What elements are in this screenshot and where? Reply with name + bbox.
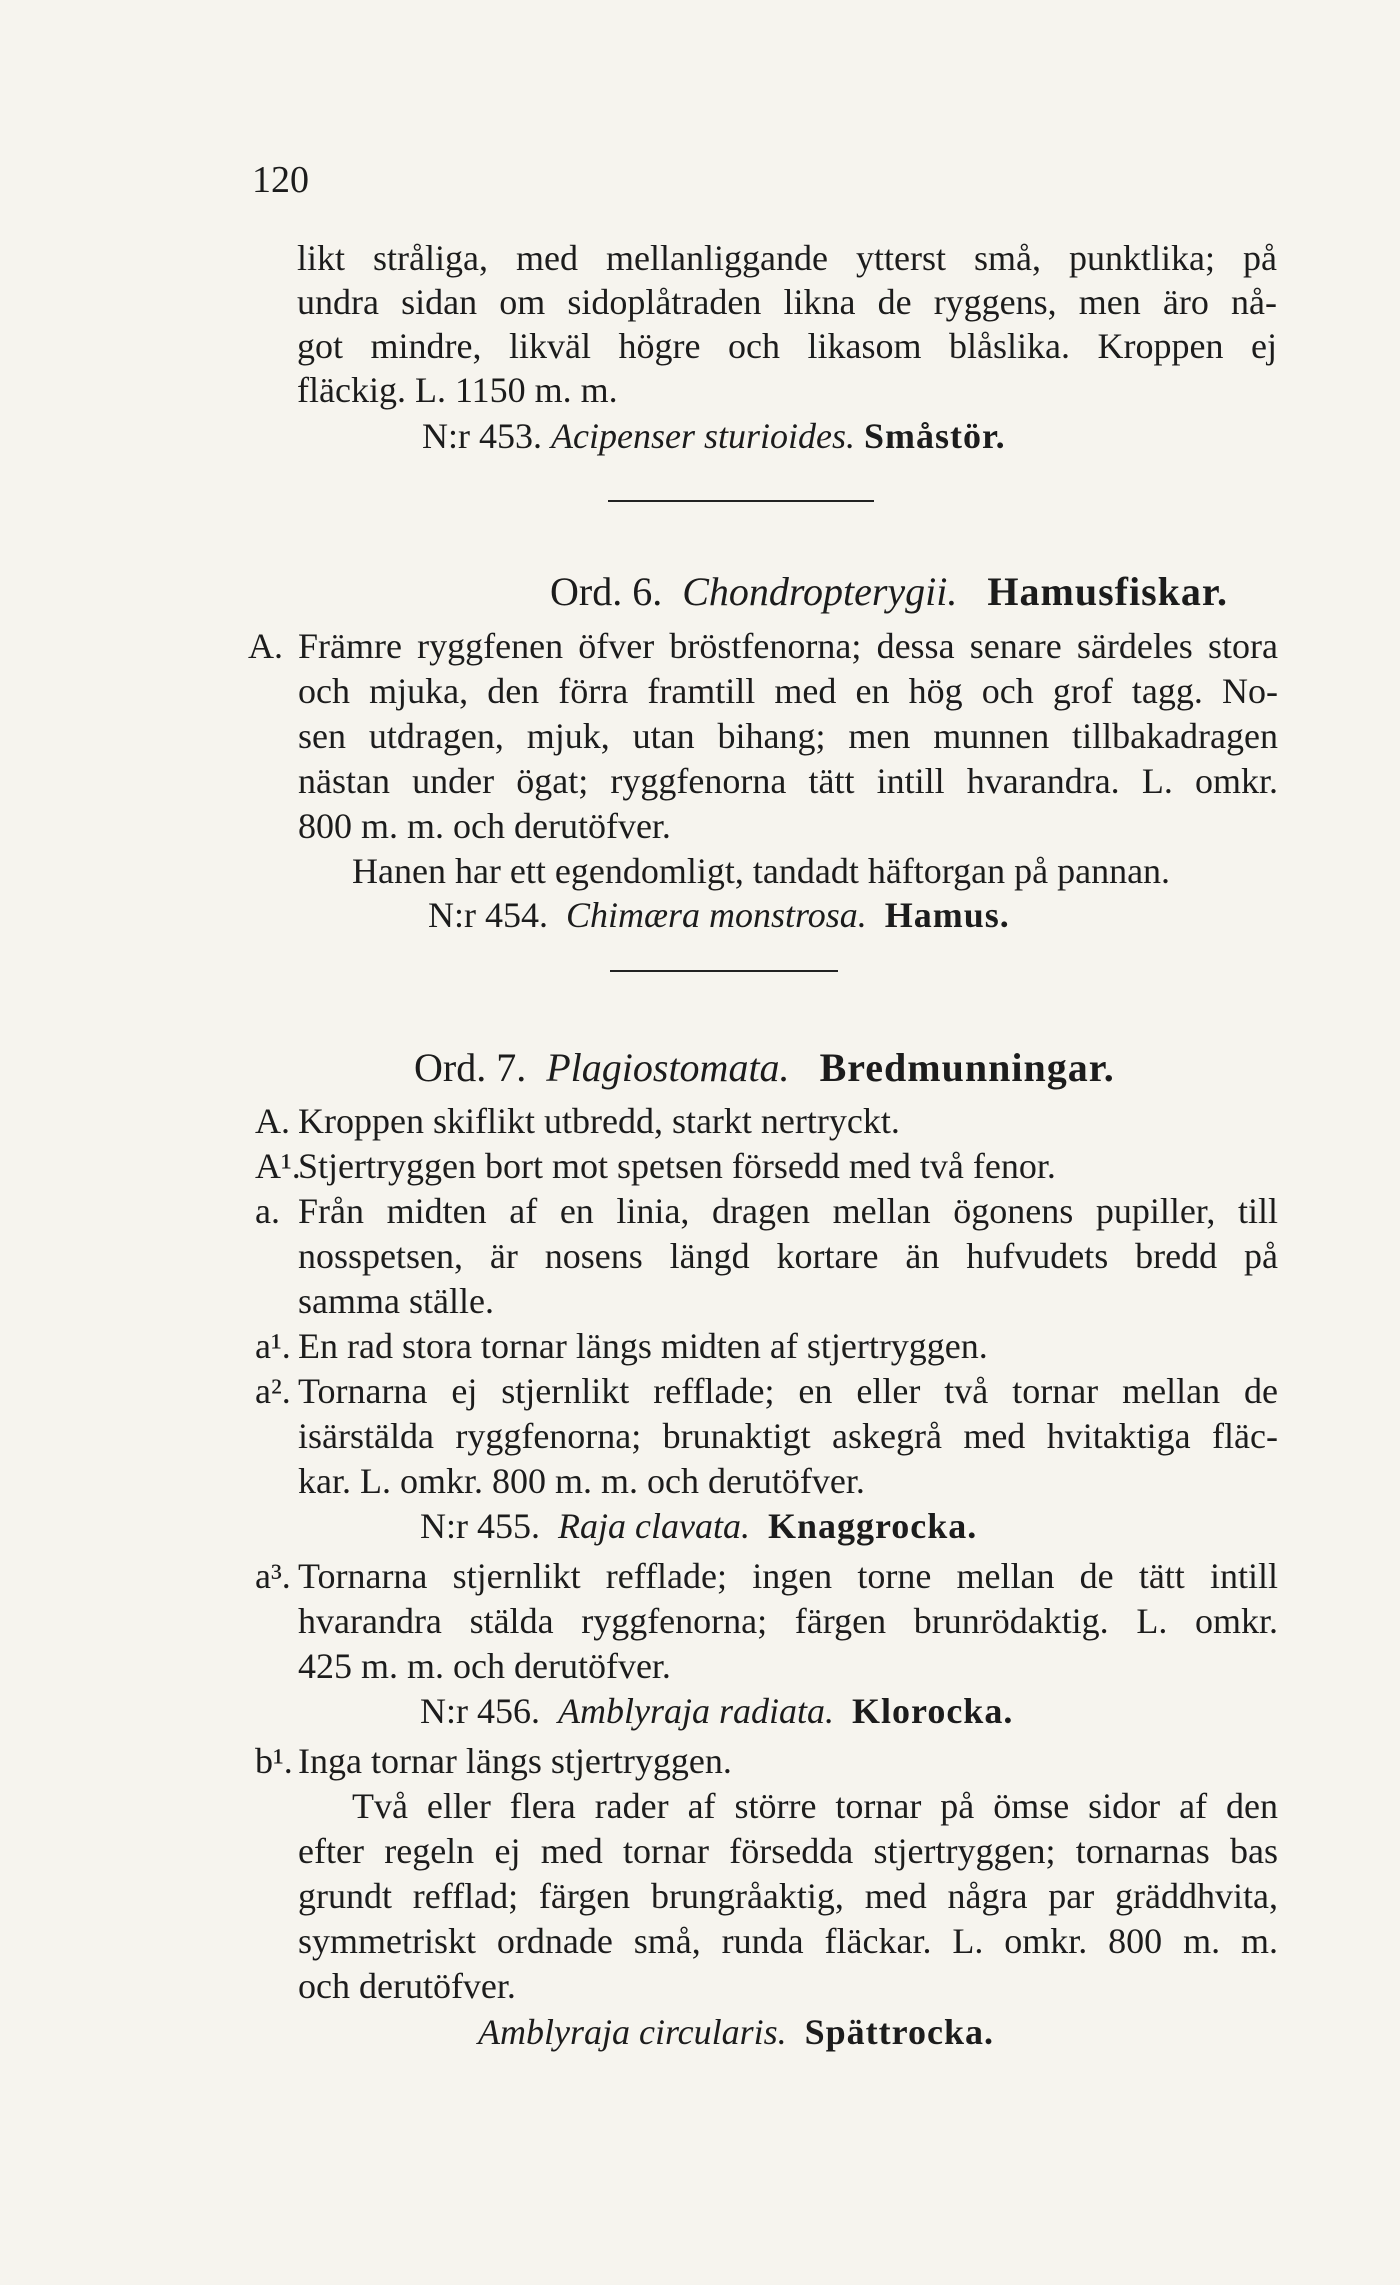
item-line: Tornarna ej stjernlikt refflade; en eller två tornar mellan de <box>298 1371 1278 1411</box>
item-label: A. <box>255 1101 290 1141</box>
b-para-line: och derutöfver. <box>298 1966 516 2006</box>
item-label: a¹. <box>255 1326 291 1366</box>
item-line: Kroppen skiflikt utbredd, starkt nertryckt. <box>298 1101 900 1141</box>
order6-line: sen utdragen, mjuk, utan bihang; men munnen tillbakadragen <box>298 716 1278 756</box>
order7-heading <box>414 1045 1115 1090</box>
item-label: a². <box>255 1371 291 1411</box>
species-number: N:r 455. <box>420 1506 540 1546</box>
order6-heading <box>550 569 1228 614</box>
species-latin: Chimæra monstrosa. <box>566 895 867 935</box>
item-line: En rad stora tornar längs midten af stjertryggen. <box>298 1326 988 1366</box>
item-label: a³. <box>255 1556 291 1596</box>
item-line: nosspetsen, är nosens längd kortare än hufvudets bredd på <box>298 1236 1278 1276</box>
item-line: Inga tornar längs stjertryggen. <box>298 1741 732 1781</box>
order7-ord: Ord. 7. <box>414 1045 527 1090</box>
b-para-line: Två eller flera rader af större tornar på ömse sidor af den <box>352 1786 1278 1826</box>
species-swedish: Hamus. <box>884 895 1010 935</box>
intro-line: undra sidan om sidoplåtraden likna de ryggens, men äro nå- <box>297 282 1277 322</box>
section-divider <box>608 500 874 502</box>
species-swedish: Spättrocka. <box>804 2012 994 2052</box>
order6-note: Hanen har ett egendomligt, tandadt häftorgan på pannan. <box>352 851 1171 891</box>
order6-line: nästan under ögat; ryggfenorna tätt intill hvarandra. L. omkr. <box>298 761 1278 801</box>
species-number: N:r 453. <box>422 416 542 456</box>
item-line: 425 m. m. och derutöfver. <box>298 1646 671 1686</box>
intro-line: likt stråliga, med mellanliggande ytterst små, punktlika; på <box>297 238 1277 278</box>
order6-latin: Chondropterygii. <box>682 569 958 614</box>
page-number: 120 <box>252 159 309 201</box>
species-swedish: Klorocka. <box>852 1691 1014 1731</box>
species-453 <box>422 418 1006 454</box>
section-divider <box>610 970 838 972</box>
item-line: isärstälda ryggfenorna; brunaktigt askegrå med hvitaktiga fläc- <box>298 1416 1278 1456</box>
order7-swedish: Bredmunningar. <box>819 1045 1115 1090</box>
item-line: Tornarna stjernlikt refflade; ingen torne mellan de tätt intill <box>298 1556 1278 1596</box>
b-para-line: symmetriskt ordnade små, runda fläckar. L. omkr. 800 m. m. <box>298 1921 1278 1961</box>
item-label: b¹. <box>255 1741 293 1781</box>
species-number: N:r 456. <box>420 1691 540 1731</box>
b-para-line: grundt refflad; färgen brungråaktig, med några par gräddhvita, <box>298 1876 1278 1916</box>
species-swedish: Knaggrocka. <box>767 1506 978 1546</box>
species-latin: Amblyraja radiata. <box>558 1691 834 1731</box>
order7-latin: Plagiostomata. <box>546 1045 790 1090</box>
order6-swedish: Hamusfiskar. <box>987 569 1228 614</box>
species-455 <box>420 1508 977 1544</box>
intro-line: fläckig. L. 1150 m. m. <box>297 370 618 410</box>
intro-line: got mindre, likväl högre och likasom blåslika. Kroppen ej <box>297 326 1277 366</box>
species-latin: Amblyraja circularis. <box>478 2012 787 2052</box>
order6-ord: Ord. 6. <box>550 569 663 614</box>
order6-line: och mjuka, den förra framtill med en hög och grof tagg. No- <box>298 671 1278 711</box>
item-line: Stjertryggen bort mot spetsen försedd med två fenor. <box>298 1146 1056 1186</box>
species-latin: Raja clavata. <box>558 1506 750 1546</box>
order6-line: Främre ryggfenen öfver bröstfenorna; dessa senare särdeles stora <box>298 626 1278 666</box>
species-latin: Acipenser sturioides. <box>551 416 855 456</box>
species-454 <box>428 897 1010 933</box>
b-para-line: efter regeln ej med tornar försedda stjertryggen; tornarnas bas <box>298 1831 1278 1871</box>
order6-line: 800 m. m. och derutöfver. <box>298 806 671 846</box>
species-swedish: Småstör. <box>863 416 1006 456</box>
species-456 <box>420 1693 1013 1729</box>
species-number: N:r 454. <box>428 895 548 935</box>
item-line: samma ställe. <box>298 1281 494 1321</box>
item-line: Från midten af en linia, dragen mellan ögonens pupiller, till <box>298 1191 1278 1231</box>
order6-label-a: A. <box>248 626 283 666</box>
species-last <box>478 2014 994 2050</box>
item-line: kar. L. omkr. 800 m. m. och derutöfver. <box>298 1461 865 1501</box>
item-line: hvarandra stälda ryggfenorna; färgen brunrödaktig. L. omkr. <box>298 1601 1278 1641</box>
item-label: A¹. <box>255 1146 301 1186</box>
item-label: a. <box>255 1191 280 1231</box>
